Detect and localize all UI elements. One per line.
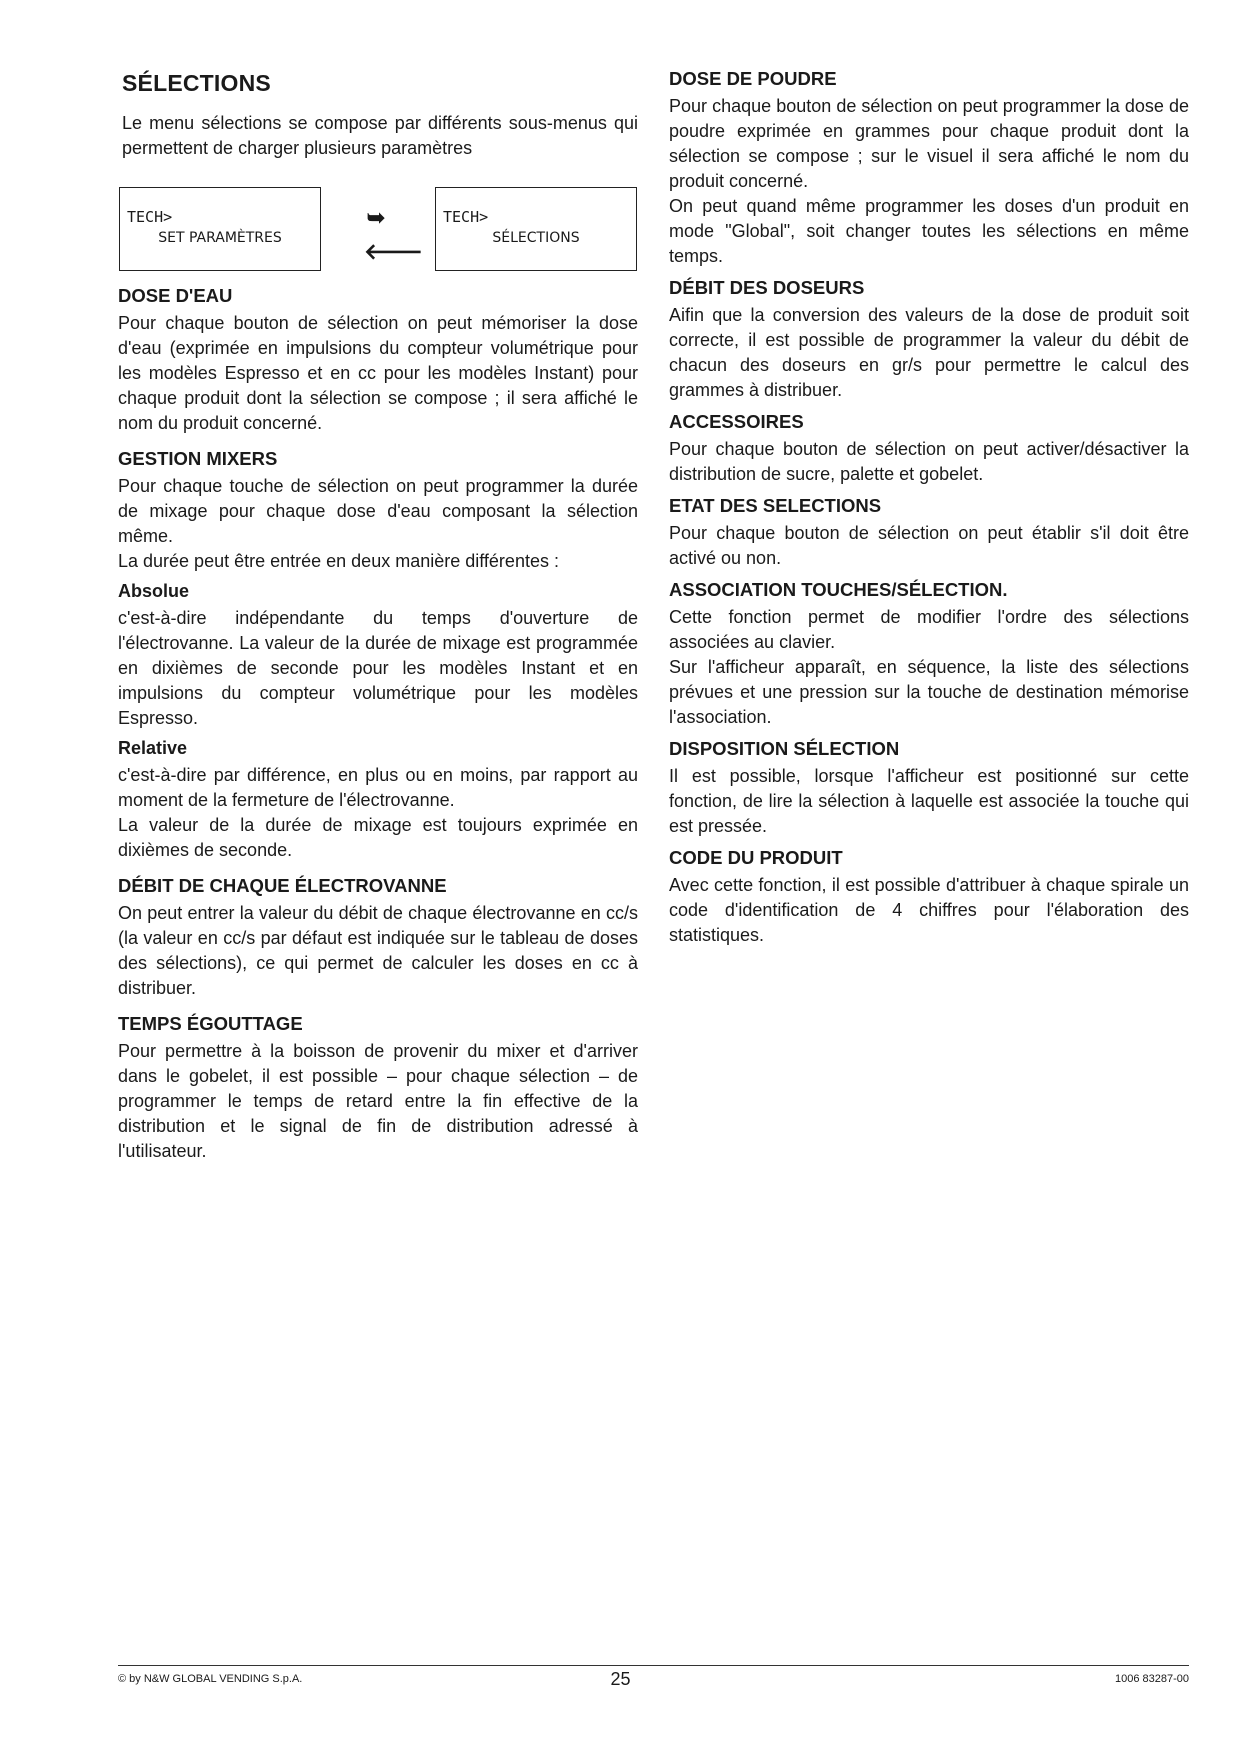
section-etat-selections bbox=[669, 493, 1189, 571]
section-heading: CODE DU PRODUIT bbox=[669, 847, 843, 868]
footer-doc-code: 1006 83287-00 bbox=[1114, 1673, 1189, 1685]
display-line-2: SÉLECTIONS bbox=[492, 230, 580, 246]
section-text: Aifin que la conversion des valeurs de la dose de produit soit correcte, il est possible de programmer la valeur du débit de chacun des doseurs en gr/s pour permettre le calcul des grammes à distribuer. bbox=[669, 305, 1189, 400]
section-text: Il est possible, lorsque l'afficheur est positionné sur cette fonction, de lire la sélection à laquelle est associée la touche qui est pressée. bbox=[669, 766, 1189, 836]
section-heading: GESTION MIXERS bbox=[118, 448, 278, 469]
section-text: Pour chaque bouton de sélection on peut programmer la dose de poudre exprimée en grammes pour chaque produit dont la sélection se compose ; sur le visuel il sera affiché le nom du produit concerné. bbox=[669, 96, 1189, 191]
section-text: Pour permettre à la boisson de provenir du mixer et d'arriver dans le gobelet, il est possible – pour chaque sélection – de programmer le temps de retard entre la fin effective de la distribution et le signal de fin de distribution adressé à l'utilisateur. bbox=[118, 1041, 638, 1161]
section-text: On peut entrer la valeur du débit de chaque électrovanne en cc/s (la valeur en cc/s par défaut est indiquée sur le tableau de doses des sélections), ce qui permet de calculer les doses en cc à distribuer. bbox=[118, 903, 638, 998]
section-heading: DÉBIT DE CHAQUE ÉLECTROVANNE bbox=[118, 875, 447, 896]
section-heading: DÉBIT DES DOSEURS bbox=[669, 277, 865, 298]
intro-paragraph: Le menu sélections se compose par différents sous-menus qui permettent de charger plusieurs paramètres bbox=[122, 113, 638, 158]
display-line-1: TECH> bbox=[443, 208, 489, 226]
section-heading: DOSE D'EAU bbox=[118, 285, 233, 306]
left-column bbox=[118, 66, 638, 1164]
section-text: Pour chaque bouton de sélection on peut établir s'il doit être activé ou non. bbox=[669, 523, 1189, 568]
section-code-produit bbox=[669, 845, 1189, 948]
page-number: 25 bbox=[610, 1669, 631, 1689]
section-text: c'est-à-dire par différence, en plus ou en moins, par rapport au moment de la fermeture de l'électrovanne. bbox=[118, 765, 638, 810]
section-text: c'est-à-dire indépendante du temps d'ouverture de l'électrovanne. La valeur de la durée de mixage est programmée en dixièmes de seconde pour les modèles Instant et en impulsions du compteur volumétrique pour les modèles Espresso. bbox=[118, 608, 638, 728]
footer-copyright: © by N&W GLOBAL VENDING S.p.A. bbox=[118, 1673, 303, 1685]
section-heading: ETAT DES SELECTIONS bbox=[669, 495, 882, 516]
section-dose-poudre bbox=[669, 66, 1189, 269]
section-gestion-mixers bbox=[118, 446, 638, 863]
display-diagram bbox=[118, 187, 638, 273]
subheading-relative: Relative bbox=[118, 738, 188, 758]
section-heading: ACCESSOIRES bbox=[669, 411, 804, 432]
right-column bbox=[669, 66, 1189, 948]
section-text: La durée peut être entrée en deux manière différentes : bbox=[118, 551, 559, 571]
page-title: SÉLECTIONS bbox=[122, 70, 271, 96]
subheading-absolue: Absolue bbox=[118, 581, 190, 601]
footer-divider bbox=[118, 1665, 1189, 1666]
section-association-touches bbox=[669, 577, 1189, 730]
section-heading: ASSOCIATION TOUCHES/SÉLECTION. bbox=[669, 579, 1008, 600]
section-heading: DOSE DE POUDRE bbox=[669, 68, 837, 89]
section-debit-doseurs bbox=[669, 275, 1189, 403]
section-heading: TEMPS ÉGOUTTAGE bbox=[118, 1013, 303, 1034]
section-text: Pour chaque bouton de sélection on peut mémoriser la dose d'eau (exprimée en impulsions du compteur volumétrique pour les modèles Espresso et en cc pour les modèles Instant) pour chaque produit dont la sélection se compose ; il sera affiché le nom du produit concerné. bbox=[118, 313, 638, 433]
section-dose-eau bbox=[118, 283, 638, 436]
section-accessoires bbox=[669, 409, 1189, 487]
navigation-arrows bbox=[364, 201, 423, 269]
section-text: Avec cette fonction, il est possible d'attribuer à chaque spirale un code d'identification de 4 chiffres pour l'élaboration des statistiques. bbox=[669, 875, 1189, 945]
section-text: Sur l'afficheur apparaît, en séquence, la liste des sélections prévues et une pression sur la touche de destination mémorise l'association. bbox=[669, 657, 1189, 727]
section-text: Pour chaque bouton de sélection on peut activer/désactiver la distribution de sucre, palette et gobelet. bbox=[669, 439, 1189, 484]
section-debit-electrovanne bbox=[118, 873, 638, 1001]
section-disposition-selection bbox=[669, 736, 1189, 839]
section-heading: DISPOSITION SÉLECTION bbox=[669, 738, 900, 759]
arrow-left-icon: 🡐 bbox=[364, 239, 423, 264]
section-temps-egouttage bbox=[118, 1011, 638, 1164]
display-box-set-parametres bbox=[119, 187, 321, 271]
section-text: Pour chaque touche de sélection on peut programmer la durée de mixage pour chaque dose d'eau composant la sélection même. bbox=[118, 476, 638, 546]
display-line-2: SET PARAMÈTRES bbox=[158, 230, 282, 246]
arrow-right-icon: ➥ bbox=[366, 205, 386, 230]
section-text: On peut quand même programmer les doses d'un produit en mode "Global", soit changer toutes les sélections en même temps. bbox=[669, 196, 1189, 266]
section-text: La valeur de la durée de mixage est toujours exprimée en dixièmes de seconde. bbox=[118, 815, 638, 860]
display-line-1: TECH> bbox=[127, 208, 173, 226]
section-text: Cette fonction permet de modifier l'ordre des sélections associées au clavier. bbox=[669, 607, 1189, 652]
display-box-selections bbox=[435, 187, 637, 271]
